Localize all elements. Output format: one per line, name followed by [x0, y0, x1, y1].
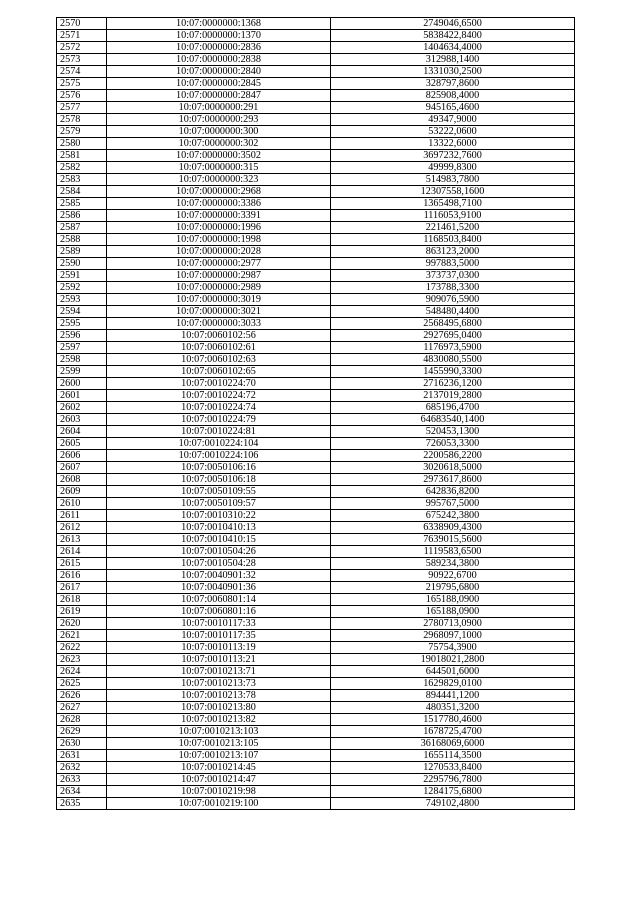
row-number-cell: 2599: [57, 366, 107, 378]
cadastral-number-cell: 10:07:0000000:3502: [107, 150, 331, 162]
row-number-cell: 2620: [57, 618, 107, 630]
table-row: [57, 366, 575, 378]
cadastral-number-cell: 10:07:0010214:47: [107, 774, 331, 786]
table-row: [57, 282, 575, 294]
table-row: [57, 414, 575, 426]
cadastral-number-cell: 10:07:0000000:2987: [107, 270, 331, 282]
table-row: [57, 138, 575, 150]
cadastral-number-cell: 10:07:0000000:1998: [107, 234, 331, 246]
row-number-cell: 2604: [57, 426, 107, 438]
table-row: [57, 66, 575, 78]
row-number-cell: 2596: [57, 330, 107, 342]
table-row: [57, 678, 575, 690]
cadastral-number-cell: 10:07:0010213:105: [107, 738, 331, 750]
cadastral-number-cell: 10:07:0000000:1368: [107, 18, 331, 30]
table-row: [57, 630, 575, 642]
cadastral-number-cell: 10:07:0000000:315: [107, 162, 331, 174]
cadastral-number-cell: 10:07:0010213:80: [107, 702, 331, 714]
row-number-cell: 2623: [57, 654, 107, 666]
cadastral-number-cell: 10:07:0010219:100: [107, 798, 331, 810]
row-number-cell: 2618: [57, 594, 107, 606]
value-cell: 480351,3200: [331, 702, 575, 714]
value-cell: 219795,6800: [331, 582, 575, 594]
table-row: [57, 654, 575, 666]
cadastral-number-cell: 10:07:0050109:57: [107, 498, 331, 510]
table-row: [57, 462, 575, 474]
cadastral-number-cell: 10:07:0000000:2836: [107, 42, 331, 54]
table-row: [57, 246, 575, 258]
row-number-cell: 2588: [57, 234, 107, 246]
table-row: [57, 426, 575, 438]
value-cell: 373737,0300: [331, 270, 575, 282]
table-row: [57, 774, 575, 786]
row-number-cell: 2579: [57, 126, 107, 138]
table-row: [57, 618, 575, 630]
table-row: [57, 198, 575, 210]
table-row: [57, 294, 575, 306]
row-number-cell: 2635: [57, 798, 107, 810]
row-number-cell: 2630: [57, 738, 107, 750]
table-row: [57, 162, 575, 174]
row-number-cell: 2615: [57, 558, 107, 570]
row-number-cell: 2611: [57, 510, 107, 522]
row-number-cell: 2589: [57, 246, 107, 258]
value-cell: 2927695,0400: [331, 330, 575, 342]
row-number-cell: 2587: [57, 222, 107, 234]
cadastral-number-cell: 10:07:0040901:32: [107, 570, 331, 582]
row-number-cell: 2624: [57, 666, 107, 678]
value-cell: 19018021,2800: [331, 654, 575, 666]
value-cell: 2968097,1000: [331, 630, 575, 642]
cadastral-number-cell: 10:07:0000000:2977: [107, 258, 331, 270]
value-cell: 2716236,1200: [331, 378, 575, 390]
row-number-cell: 2607: [57, 462, 107, 474]
table-row: [57, 438, 575, 450]
row-number-cell: 2602: [57, 402, 107, 414]
table-row: [57, 798, 575, 810]
table-row: [57, 330, 575, 342]
cadastral-number-cell: 10:07:0050106:16: [107, 462, 331, 474]
value-cell: 6338909,4300: [331, 522, 575, 534]
table-row: [57, 306, 575, 318]
cadastral-number-cell: 10:07:0060102:56: [107, 330, 331, 342]
row-number-cell: 2629: [57, 726, 107, 738]
row-number-cell: 2590: [57, 258, 107, 270]
table-row: [57, 786, 575, 798]
cadastral-number-cell: 10:07:0060102:61: [107, 342, 331, 354]
table-row: [57, 522, 575, 534]
value-cell: 1176973,5900: [331, 342, 575, 354]
row-number-cell: 2634: [57, 786, 107, 798]
table-row: [57, 690, 575, 702]
cadastral-number-cell: 10:07:0010213:82: [107, 714, 331, 726]
table-row: [57, 210, 575, 222]
row-number-cell: 2570: [57, 18, 107, 30]
table-row: [57, 42, 575, 54]
table-row: [57, 378, 575, 390]
value-cell: 1119583,6500: [331, 546, 575, 558]
value-cell: 3697232,7600: [331, 150, 575, 162]
row-number-cell: 2605: [57, 438, 107, 450]
value-cell: 675242,3800: [331, 510, 575, 522]
cadastral-number-cell: 10:07:0050106:18: [107, 474, 331, 486]
row-number-cell: 2594: [57, 306, 107, 318]
table-body: [57, 18, 575, 810]
cadastral-number-cell: 10:07:0010224:74: [107, 402, 331, 414]
cadastral-number-cell: 10:07:0010224:106: [107, 450, 331, 462]
table-row: [57, 354, 575, 366]
table-row: [57, 546, 575, 558]
value-cell: 1678725,4700: [331, 726, 575, 738]
value-cell: 589234,3800: [331, 558, 575, 570]
table-row: [57, 582, 575, 594]
cadastral-number-cell: 10:07:0010213:73: [107, 678, 331, 690]
cadastral-number-cell: 10:07:0000000:2840: [107, 66, 331, 78]
value-cell: 12307558,1600: [331, 186, 575, 198]
cadastral-number-cell: 10:07:0040901:36: [107, 582, 331, 594]
value-cell: 49999,8300: [331, 162, 575, 174]
table-row: [57, 498, 575, 510]
value-cell: 2200586,2200: [331, 450, 575, 462]
cadastral-number-cell: 10:07:0000000:1370: [107, 30, 331, 42]
value-cell: 749102,4800: [331, 798, 575, 810]
table-row: [57, 186, 575, 198]
row-number-cell: 2601: [57, 390, 107, 402]
value-cell: 2973617,8600: [331, 474, 575, 486]
row-number-cell: 2572: [57, 42, 107, 54]
table-row: [57, 642, 575, 654]
row-number-cell: 2609: [57, 486, 107, 498]
table-row: [57, 510, 575, 522]
row-number-cell: 2578: [57, 114, 107, 126]
cadastral-number-cell: 10:07:0010504:28: [107, 558, 331, 570]
cadastral-number-cell: 10:07:0000000:291: [107, 102, 331, 114]
row-number-cell: 2628: [57, 714, 107, 726]
cadastral-number-cell: 10:07:0010224:70: [107, 378, 331, 390]
cadastral-number-cell: 10:07:0060102:65: [107, 366, 331, 378]
table-row: [57, 726, 575, 738]
cadastral-number-cell: 10:07:0000000:2838: [107, 54, 331, 66]
table-row: [57, 474, 575, 486]
cadastral-number-cell: 10:07:0010224:72: [107, 390, 331, 402]
value-cell: 825908,4000: [331, 90, 575, 102]
table-row: [57, 570, 575, 582]
table-row: [57, 222, 575, 234]
cadastral-number-cell: 10:07:0000000:2845: [107, 78, 331, 90]
cadastral-number-cell: 10:07:0010224:79: [107, 414, 331, 426]
value-cell: 4830080,5500: [331, 354, 575, 366]
value-cell: 863123,2000: [331, 246, 575, 258]
row-number-cell: 2613: [57, 534, 107, 546]
cadastral-number-cell: 10:07:0010117:33: [107, 618, 331, 630]
cadastral-number-cell: 10:07:0060801:14: [107, 594, 331, 606]
row-number-cell: 2610: [57, 498, 107, 510]
table-row: [57, 342, 575, 354]
value-cell: 1404634,4000: [331, 42, 575, 54]
row-number-cell: 2627: [57, 702, 107, 714]
value-cell: 995767,5000: [331, 498, 575, 510]
cadastral-number-cell: 10:07:0010310:22: [107, 510, 331, 522]
cadastral-value-table: [56, 17, 575, 810]
value-cell: 13322,6000: [331, 138, 575, 150]
row-number-cell: 2576: [57, 90, 107, 102]
value-cell: 548480,4400: [331, 306, 575, 318]
cadastral-number-cell: 10:07:0000000:300: [107, 126, 331, 138]
cadastral-number-cell: 10:07:0000000:3386: [107, 198, 331, 210]
cadastral-number-cell: 10:07:0010113:19: [107, 642, 331, 654]
row-number-cell: 2586: [57, 210, 107, 222]
cadastral-number-cell: 10:07:0000000:2028: [107, 246, 331, 258]
row-number-cell: 2633: [57, 774, 107, 786]
row-number-cell: 2580: [57, 138, 107, 150]
value-cell: 328797,8600: [331, 78, 575, 90]
value-cell: 49347,9000: [331, 114, 575, 126]
cadastral-number-cell: 10:07:0010117:35: [107, 630, 331, 642]
value-cell: 2749046,6500: [331, 18, 575, 30]
table-row: [57, 270, 575, 282]
row-number-cell: 2575: [57, 78, 107, 90]
table-row: [57, 78, 575, 90]
table-row: [57, 714, 575, 726]
row-number-cell: 2612: [57, 522, 107, 534]
cadastral-number-cell: 10:07:0000000:323: [107, 174, 331, 186]
row-number-cell: 2625: [57, 678, 107, 690]
cadastral-number-cell: 10:07:0010410:15: [107, 534, 331, 546]
row-number-cell: 2614: [57, 546, 107, 558]
value-cell: 1116053,9100: [331, 210, 575, 222]
row-number-cell: 2608: [57, 474, 107, 486]
table-row: [57, 390, 575, 402]
value-cell: 3020618,5000: [331, 462, 575, 474]
cadastral-number-cell: 10:07:0000000:1996: [107, 222, 331, 234]
row-number-cell: 2622: [57, 642, 107, 654]
cadastral-number-cell: 10:07:0010410:13: [107, 522, 331, 534]
row-number-cell: 2600: [57, 378, 107, 390]
cadastral-number-cell: 10:07:0000000:293: [107, 114, 331, 126]
cadastral-number-cell: 10:07:0010113:21: [107, 654, 331, 666]
cadastral-number-cell: 10:07:0060102:63: [107, 354, 331, 366]
cadastral-number-cell: 10:07:0000000:3033: [107, 318, 331, 330]
value-cell: 642836,8200: [331, 486, 575, 498]
table-row: [57, 738, 575, 750]
table-row: [57, 594, 575, 606]
table-row: [57, 534, 575, 546]
value-cell: 64683540,1400: [331, 414, 575, 426]
table-row: [57, 450, 575, 462]
table-row: [57, 486, 575, 498]
value-cell: 2295796,7800: [331, 774, 575, 786]
value-cell: 90922,6700: [331, 570, 575, 582]
row-number-cell: 2595: [57, 318, 107, 330]
cadastral-number-cell: 10:07:0010213:103: [107, 726, 331, 738]
row-number-cell: 2585: [57, 198, 107, 210]
table-row: [57, 666, 575, 678]
value-cell: 1168503,8400: [331, 234, 575, 246]
value-cell: 514983,7800: [331, 174, 575, 186]
value-cell: 1455990,3300: [331, 366, 575, 378]
row-number-cell: 2597: [57, 342, 107, 354]
cadastral-number-cell: 10:07:0010224:81: [107, 426, 331, 438]
value-cell: 165188,0900: [331, 594, 575, 606]
row-number-cell: 2598: [57, 354, 107, 366]
table-row: [57, 150, 575, 162]
value-cell: 644501,6000: [331, 666, 575, 678]
cadastral-number-cell: 10:07:0000000:3391: [107, 210, 331, 222]
table-row: [57, 402, 575, 414]
cadastral-number-cell: 10:07:0000000:302: [107, 138, 331, 150]
cadastral-number-cell: 10:07:0010213:78: [107, 690, 331, 702]
cadastral-number-cell: 10:07:0000000:3021: [107, 306, 331, 318]
row-number-cell: 2583: [57, 174, 107, 186]
row-number-cell: 2581: [57, 150, 107, 162]
value-cell: 2780713,0900: [331, 618, 575, 630]
row-number-cell: 2617: [57, 582, 107, 594]
value-cell: 1365498,7100: [331, 198, 575, 210]
value-cell: 685196,4700: [331, 402, 575, 414]
value-cell: 36168069,6000: [331, 738, 575, 750]
table-row: [57, 234, 575, 246]
cadastral-number-cell: 10:07:0010213:71: [107, 666, 331, 678]
row-number-cell: 2593: [57, 294, 107, 306]
cadastral-number-cell: 10:07:0000000:2968: [107, 186, 331, 198]
cadastral-number-cell: 10:07:0060801:16: [107, 606, 331, 618]
cadastral-number-cell: 10:07:0000000:3019: [107, 294, 331, 306]
row-number-cell: 2573: [57, 54, 107, 66]
value-cell: 909076,5900: [331, 294, 575, 306]
value-cell: 5838422,8400: [331, 30, 575, 42]
row-number-cell: 2619: [57, 606, 107, 618]
table-row: [57, 54, 575, 66]
row-number-cell: 2603: [57, 414, 107, 426]
value-cell: 520453,1300: [331, 426, 575, 438]
table-row: [57, 606, 575, 618]
value-cell: 312988,1400: [331, 54, 575, 66]
value-cell: 221461,5200: [331, 222, 575, 234]
cadastral-number-cell: 10:07:0010213:107: [107, 750, 331, 762]
value-cell: 1284175,6800: [331, 786, 575, 798]
table-row: [57, 30, 575, 42]
row-number-cell: 2621: [57, 630, 107, 642]
table-row: [57, 750, 575, 762]
table-row: [57, 90, 575, 102]
value-cell: 726053,3300: [331, 438, 575, 450]
value-cell: 2137019,2800: [331, 390, 575, 402]
row-number-cell: 2571: [57, 30, 107, 42]
cadastral-number-cell: 10:07:0000000:2847: [107, 90, 331, 102]
table-row: [57, 18, 575, 30]
table-row: [57, 102, 575, 114]
value-cell: 997883,5000: [331, 258, 575, 270]
value-cell: 2568495,6800: [331, 318, 575, 330]
table-row: [57, 318, 575, 330]
value-cell: 1517780,4600: [331, 714, 575, 726]
table-row: [57, 174, 575, 186]
row-number-cell: 2591: [57, 270, 107, 282]
row-number-cell: 2577: [57, 102, 107, 114]
cadastral-number-cell: 10:07:0000000:2989: [107, 282, 331, 294]
row-number-cell: 2582: [57, 162, 107, 174]
row-number-cell: 2606: [57, 450, 107, 462]
value-cell: 75754,3900: [331, 642, 575, 654]
row-number-cell: 2631: [57, 750, 107, 762]
value-cell: 894441,1200: [331, 690, 575, 702]
value-cell: 1331030,2500: [331, 66, 575, 78]
row-number-cell: 2574: [57, 66, 107, 78]
value-cell: 1629829,0100: [331, 678, 575, 690]
table-row: [57, 762, 575, 774]
row-number-cell: 2592: [57, 282, 107, 294]
cadastral-number-cell: 10:07:0010504:26: [107, 546, 331, 558]
row-number-cell: 2626: [57, 690, 107, 702]
cadastral-number-cell: 10:07:0010214:45: [107, 762, 331, 774]
value-cell: 945165,4600: [331, 102, 575, 114]
table-row: [57, 126, 575, 138]
table-row: [57, 258, 575, 270]
row-number-cell: 2632: [57, 762, 107, 774]
table-row: [57, 558, 575, 570]
value-cell: 173788,3300: [331, 282, 575, 294]
cadastral-number-cell: 10:07:0050109:55: [107, 486, 331, 498]
table-row: [57, 702, 575, 714]
row-number-cell: 2616: [57, 570, 107, 582]
value-cell: 165188,0900: [331, 606, 575, 618]
table-row: [57, 114, 575, 126]
value-cell: 7639015,5600: [331, 534, 575, 546]
cadastral-number-cell: 10:07:0010224:104: [107, 438, 331, 450]
value-cell: 53222,0600: [331, 126, 575, 138]
row-number-cell: 2584: [57, 186, 107, 198]
cadastral-number-cell: 10:07:0010219:98: [107, 786, 331, 798]
value-cell: 1270533,8400: [331, 762, 575, 774]
value-cell: 1655114,3500: [331, 750, 575, 762]
